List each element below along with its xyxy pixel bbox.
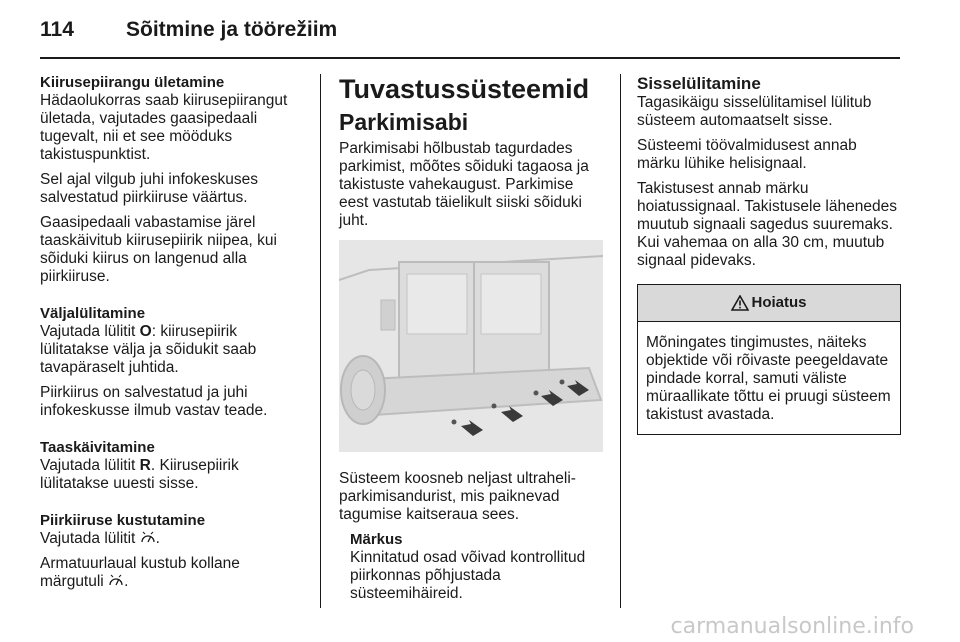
paragraph: Vajutada lülitit O: kiirusepiirik lülitatakse välja ja sõidukit saab tavapäraselt juhtida. (40, 323, 257, 376)
speed-limiter-icon (108, 573, 124, 587)
section-title: Taaskäivitamine (40, 439, 155, 456)
paragraph: Parkimisabi hõlbustab tagurdades parkimist, mõõtes sõiduki tagaosa ja takistuste vahekaugust. Parkimise eest vastutab täielikult siiski sõiduki juht. (339, 140, 589, 229)
section-title: Piirkiiruse kustutamine (40, 512, 206, 529)
note-title: Märkus (350, 531, 403, 548)
section-title: Väljalülitamine (40, 305, 146, 322)
paragraph: Süsteem koosneb neljast ultraheli-parkimisandurist, mis paiknevad tagumise kaitseraua sees. (339, 470, 576, 523)
chapter-title: Sõitmine ja töörežiim (126, 18, 338, 41)
section-heading: Parkimisabi (339, 109, 469, 135)
page-header (40, 16, 900, 52)
paragraph: Takistusest annab märku hoiatussignaal. Takistusele lähenedes muutub signaali sagedus suuremaks. Kui vahemaa on alla 30 cm, muutub signaal pidevaks. (637, 180, 897, 269)
column-middle (339, 74, 603, 603)
paragraph: Armatuurlaual kustub kollane märgutuli . (40, 555, 240, 590)
section-title: Kiirusepiirangu ületamine (40, 74, 225, 91)
warning-body: Mõningates tingimustes, näiteks objektide või rõivaste peegeldavate pindade korral, samuti väliste müraallikate tõttu ei pruugi süsteem takistust avastada. (646, 334, 891, 423)
warning-title: Hoiatus (751, 294, 807, 311)
header-rule (40, 57, 900, 59)
note-body: Kinnitatud osad võivad kontrollitud piirkonnas põhjustada süsteemihäireid. (350, 549, 586, 602)
switch-r-symbol: R (139, 457, 151, 474)
paragraph: Vajutada lülitit R. Kiirusepiirik lülitatakse uuesti sisse. (40, 457, 239, 492)
note-box (350, 531, 603, 603)
column-left (40, 74, 302, 598)
page-number: 114 (40, 18, 74, 41)
section-heading: Sisselülitamine (637, 74, 761, 93)
watermark: carmanualsonline.info (670, 614, 914, 639)
warning-box (637, 284, 901, 435)
warning-header (638, 285, 900, 322)
chapter-heading: Tuvastussüsteemid (339, 74, 590, 104)
paragraph: Vajutada lülitit . (40, 530, 160, 547)
switch-o-symbol: O (139, 323, 152, 340)
speed-limiter-icon (140, 530, 156, 544)
paragraph: Piirkiirus on salvestatud ja juhi infokeskusse ilmub vastav teade. (40, 384, 268, 419)
column-right (637, 74, 901, 435)
column-divider (620, 74, 621, 608)
paragraph: Süsteemi töövalmidusest annab märku lühike helisignaal. (637, 137, 857, 172)
paragraph: Sel ajal vilgub juhi infokeskuses salvestatud piirkiiruse väärtus. (40, 171, 258, 206)
paragraph: Gaasipedaali vabastamise järel taaskäivitub kiirusepiirik niipea, kui sõiduki kiirus on langenud alla piirkiiruse. (40, 214, 277, 285)
column-divider (320, 74, 321, 608)
paragraph: Tagasikäigu sisselülitamisel lülitub süsteem automaatselt sisse. (637, 94, 872, 129)
warning-icon (731, 295, 749, 311)
parking-sensor-illustration (339, 240, 603, 452)
paragraph: Hädaolukorras saab kiirusepiirangut ületada, vajutades gaasipedaali tugevalt, nii et see mööduks takistuspunktist. (40, 92, 288, 163)
